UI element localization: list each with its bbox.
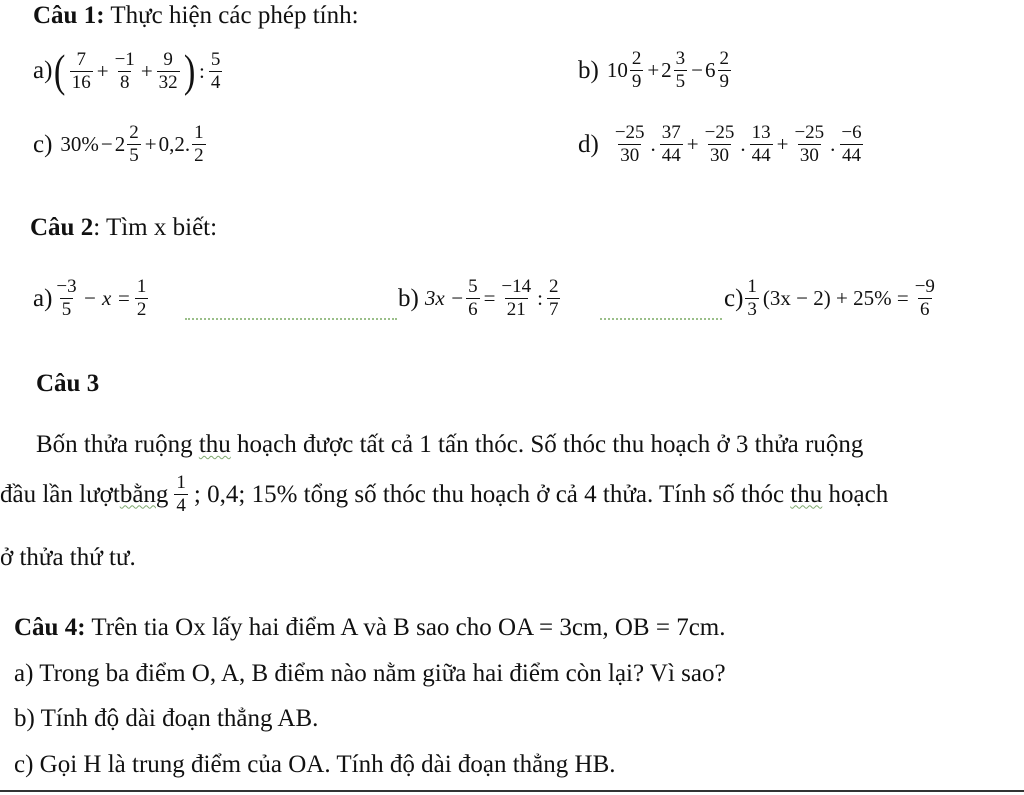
denominator: 4 <box>176 495 186 516</box>
decimal-value: 0,2. <box>158 132 191 156</box>
denominator: 2 <box>136 299 147 320</box>
numerator: −1 <box>114 48 135 70</box>
denominator: 7 <box>548 299 559 320</box>
fraction <box>127 122 141 167</box>
q2-c <box>724 276 939 321</box>
fraction <box>209 49 223 94</box>
fraction <box>630 48 644 93</box>
denominator: 30 <box>710 145 729 166</box>
q1-d <box>578 122 866 167</box>
numerator: 1 <box>747 276 757 297</box>
denominator: 5 <box>675 71 686 92</box>
denominator: 9 <box>631 71 642 92</box>
q3-line-1 <box>36 431 863 459</box>
q1-title <box>33 2 359 30</box>
numerator: 9 <box>163 48 173 70</box>
q2-b <box>398 276 562 321</box>
q1-a <box>33 45 224 96</box>
q2-title <box>30 214 217 242</box>
numerator: 2 <box>631 48 642 69</box>
whole-number: 2 <box>661 58 672 82</box>
percent-value: 30% <box>60 132 99 156</box>
denominator: 8 <box>119 71 130 93</box>
numerator: −25 <box>614 122 645 143</box>
wavy-line <box>600 318 722 320</box>
fraction <box>174 472 188 517</box>
numerator: −3 <box>56 276 77 297</box>
fraction <box>913 276 937 321</box>
numerator: −25 <box>794 122 825 143</box>
numerator: 2 <box>719 48 730 69</box>
operator: + <box>647 58 660 82</box>
expression-text: (3x − 2) + 25% = <box>762 286 909 310</box>
q2-b-label: b) <box>398 284 419 312</box>
fraction <box>70 49 93 94</box>
operator: . <box>830 132 836 156</box>
q4-title-bold: Câu 4: <box>14 614 86 641</box>
numerator: 2 <box>129 122 139 143</box>
spellcheck-word: thu <box>198 431 231 458</box>
q2-title-text: : Tìm x biết: <box>93 214 218 241</box>
fraction <box>499 276 533 321</box>
q1-d-label: d) <box>578 130 599 158</box>
fraction <box>192 122 206 167</box>
q3-title: Câu 3 <box>36 370 100 397</box>
numerator: −25 <box>704 122 735 143</box>
operator: : <box>198 58 205 83</box>
denominator: 30 <box>620 145 640 166</box>
fraction <box>750 122 773 167</box>
fraction <box>113 49 137 94</box>
numerator: −14 <box>501 276 532 297</box>
q1-title-text: Thực hiện các phép tính: <box>104 2 359 29</box>
fraction <box>613 122 647 167</box>
q1-b <box>578 48 733 93</box>
denominator: 32 <box>158 71 178 93</box>
denominator: 6 <box>920 299 930 320</box>
fraction <box>792 122 826 167</box>
denominator: 3 <box>747 299 757 320</box>
whole-number: 2 <box>114 132 126 156</box>
fraction <box>547 276 561 321</box>
denominator: 9 <box>719 71 730 92</box>
numerator: 1 <box>194 122 204 143</box>
denominator: 44 <box>661 145 681 166</box>
fraction <box>157 49 180 94</box>
bottom-rule <box>0 790 1024 792</box>
wavy-line <box>185 318 397 320</box>
q1-c-label: c) <box>33 130 53 158</box>
operator: + <box>144 132 157 156</box>
denominator: 44 <box>842 145 862 166</box>
expression-text: 3x − <box>424 286 465 310</box>
operator: + <box>140 58 153 83</box>
q1-a-rparen: ) <box>183 45 196 96</box>
q4-c: c) Gọi H là trung điểm của OA. Tính độ dài đoạn thẳng HB. <box>14 751 616 778</box>
numerator: 37 <box>661 122 681 143</box>
numerator: 3 <box>675 48 686 69</box>
operator: : <box>537 286 543 310</box>
expression-text: − x = <box>82 286 131 310</box>
q2-title-bold: Câu 2 <box>30 214 94 241</box>
q1-title-bold: Câu 1: <box>33 2 105 29</box>
q4-b: b) Tính độ dài đoạn thẳng AB. <box>14 705 319 732</box>
numerator: 1 <box>176 472 186 493</box>
spellcheck-word: thu <box>790 480 823 508</box>
numerator: 2 <box>548 276 559 297</box>
q1-c <box>33 122 208 167</box>
q3-line-3: ở thửa thứ tư. <box>0 544 136 571</box>
operator: + <box>96 58 109 83</box>
fraction <box>54 276 78 321</box>
numerator: −9 <box>914 276 935 297</box>
fraction <box>674 48 688 93</box>
q1-b-label: b) <box>578 56 599 84</box>
q4-title-text: Trên tia Ox lấy hai điểm A và B sao cho OA = 3cm, OB = 7cm. <box>85 614 726 641</box>
q4-a: a) Trong ba điểm O, A, B điểm nào nằm giữa hai điểm còn lại? Vì sao? <box>14 660 726 687</box>
fraction <box>466 276 480 321</box>
operator: + <box>776 132 789 156</box>
text-span: hoạch được tất cả 1 tấn thóc. Số thóc thu hoạch ở 3 thửa ruộng <box>230 431 864 458</box>
text-span: đầu lần lượt <box>0 480 120 508</box>
fraction <box>745 276 759 321</box>
q1-a-label: a) <box>33 57 53 84</box>
fraction <box>660 122 683 167</box>
q2-a <box>33 276 150 321</box>
denominator: 30 <box>799 145 819 166</box>
operator: . <box>740 132 746 156</box>
denominator: 5 <box>129 145 139 166</box>
numerator: 5 <box>210 48 221 70</box>
q1-a-lparen: ( <box>54 45 66 96</box>
q3-line-2 <box>0 472 888 517</box>
text-span: Bốn thửa ruộng <box>36 431 199 458</box>
operator: − <box>691 58 704 82</box>
q2-c-label: c) <box>724 284 744 312</box>
denominator: 44 <box>751 145 771 166</box>
whole-number: 10 <box>606 58 628 82</box>
q2-a-label: a) <box>33 284 53 312</box>
denominator: 2 <box>194 145 204 166</box>
q4-title <box>14 614 726 642</box>
fraction <box>703 122 737 167</box>
operator: − <box>100 132 113 156</box>
denominator: 16 <box>71 71 91 93</box>
text-span: ; 0,4; 15% tổng số thóc thu hoạch ở cả 4 thửa. Tính số thóc <box>193 480 791 508</box>
fraction <box>135 276 149 321</box>
numerator: 1 <box>136 276 147 297</box>
operator: . <box>650 132 656 156</box>
spellcheck-word: bằng <box>119 480 169 508</box>
numerator: −6 <box>841 122 862 143</box>
text-span: hoạch <box>822 480 889 508</box>
fraction <box>718 48 732 93</box>
fraction <box>839 122 863 167</box>
operator: = <box>483 286 496 310</box>
denominator: 5 <box>61 299 72 320</box>
denominator: 4 <box>210 71 221 93</box>
whole-number: 6 <box>705 58 716 82</box>
denominator: 6 <box>468 299 478 320</box>
denominator: 21 <box>506 299 526 320</box>
numerator: 5 <box>468 276 478 297</box>
numerator: 13 <box>751 122 771 143</box>
operator: + <box>686 132 699 156</box>
numerator: 7 <box>76 48 86 70</box>
